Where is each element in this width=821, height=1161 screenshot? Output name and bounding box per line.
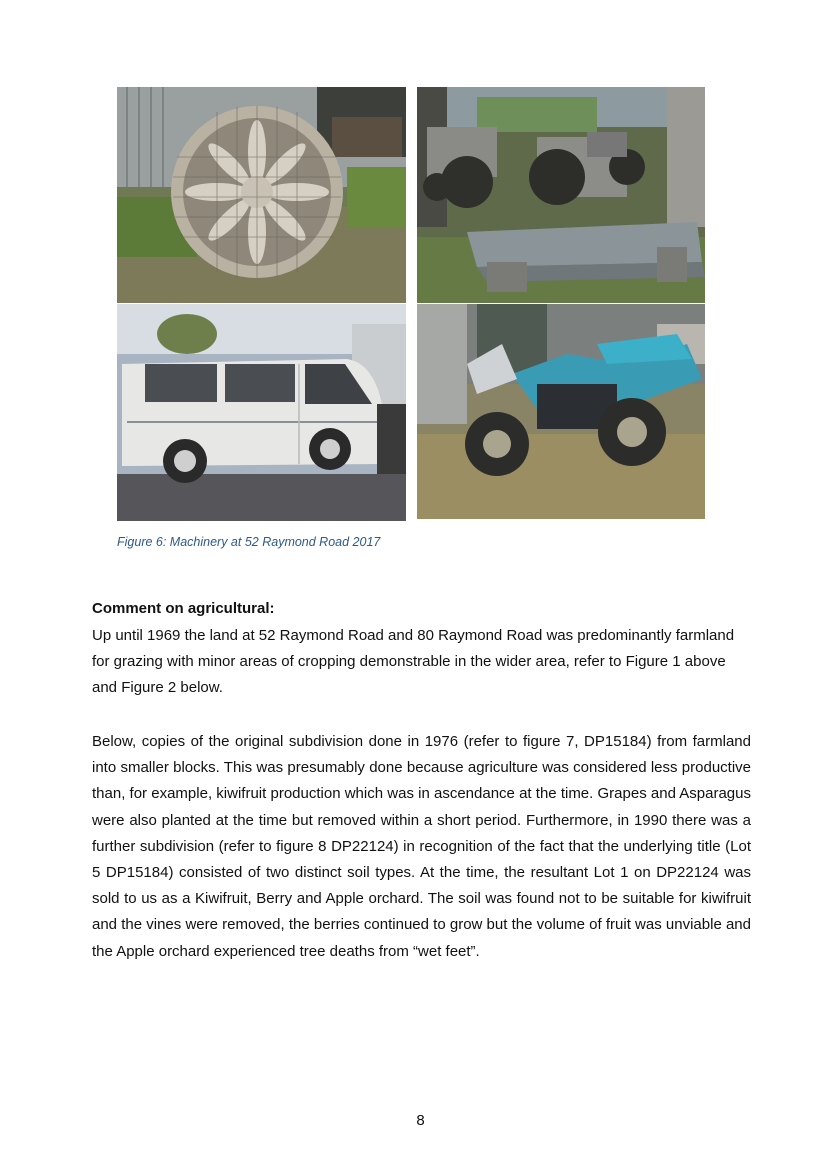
section-heading: Comment on agricultural: <box>92 600 275 617</box>
paragraph: Below, copies of the original subdivision done in 1976 (refer to figure 7, DP15184) from farmland into smaller blocks. This was presumably done because agriculture was considered less productive than, for example, kiwifruit production which was in ascendance at the time. Grapes and Asparagus were also planted at the time but removed within a short period. Furthermore, in 1990 there was a further subdivision (refer to figure 8 DP22124) in recognition of the fact that the underlying title (Lot 5 DP15184) consisted of two distinct soil types. At the time, the resultant Lot 1 on DP22124 was sold to us as a Kiwifruit, Berry and Apple orchard. The soil was found not to be suitable for kiwifruit and the vines were removed, the berries continued to grow but the volume of fruit was unviable and the Apple orchard experienced tree deaths from “wet feet”. <box>92 733 751 960</box>
photo-industrial-fan <box>117 87 406 303</box>
photo-van <box>117 304 406 521</box>
paragraph: Up until 1969 the land at 52 Raymond Road and 80 Raymond Road was predominantly farmland for grazing with minor areas of cropping demonstrable in the wider area, refer to Figure 1 above and Figure 2 below. <box>92 627 735 697</box>
page-number: 8 <box>416 1112 425 1129</box>
photo-quad-bike <box>417 304 705 519</box>
figure-caption: Figure 6: Machinery at 52 Raymond Road 2017 <box>117 535 381 549</box>
photo-tractor-mower <box>417 87 705 303</box>
